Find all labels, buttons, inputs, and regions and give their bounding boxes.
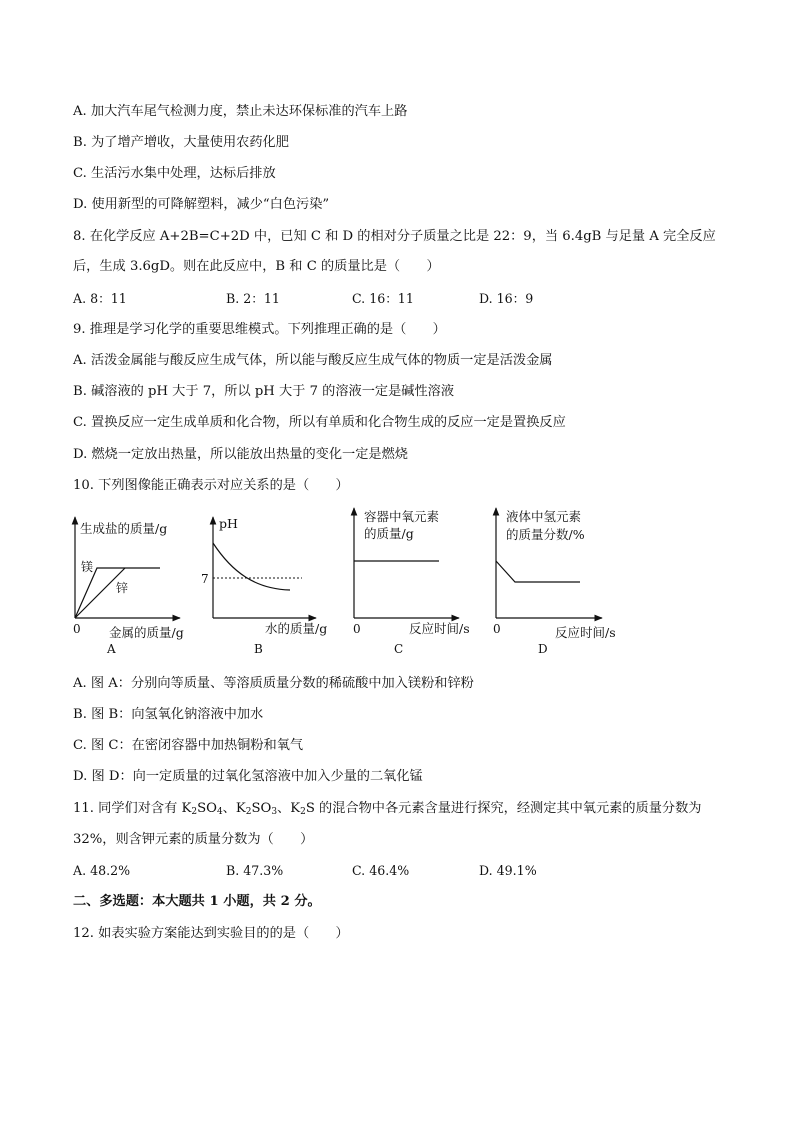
q9-stem: 9. 推理是学习化学的重要思维模式。下列推理正确的是（ ） [73, 322, 446, 337]
graph-b [201, 516, 327, 656]
q8-option-a: A. 8：11 [73, 291, 127, 306]
graph-c-caption: C [394, 642, 404, 656]
q11-stem-line1: 11. 同学们对含有 $K_2SO_4$、$K_2SO_3$、$K_2S$ 的混合物中各元素含量进行探究，经测定其中氧元素的质量分数为 [73, 801, 702, 817]
q10-option-d: D. 图 D：向一定质量的过氧化氢溶液中加入少量的二氧化锰 [73, 769, 423, 784]
graph-a-ylabel: 生成盐的质量/g [80, 521, 168, 536]
q9-option-a: A. 活泼金属能与酸反应生成气体，所以能与酸反应生成气体的物质一定是活泼金属 [73, 353, 553, 368]
graph-d-origin: 0 [493, 622, 501, 636]
q10-option-c: C. 图 C：在密闭容器中加热铜粉和氧气 [73, 738, 304, 753]
q8-option-d: D. 16：9 [479, 291, 534, 306]
graph-d-h-curve [496, 561, 580, 582]
q8-option-b: B. 2：11 [226, 291, 280, 306]
q10-stem: 10. 下列图像能正确表示对应关系的是（ ） [73, 478, 349, 493]
q9-option-d: D. 燃烧一定放出热量，所以能放出热量的变化一定是燃烧 [73, 447, 408, 462]
q7-option-d: D. 使用新型的可降解塑料，减少“白色污染” [73, 197, 330, 212]
q9-option-b: B. 碱溶液的 pH 大于 7，所以 pH 大于 7 的溶液一定是碱性溶液 [73, 384, 455, 399]
q8-option-c: C. 16：11 [352, 291, 414, 306]
graph-d-caption: D [538, 642, 548, 656]
graph-a-xlabel: 金属的质量/g [109, 625, 184, 640]
graph-d [493, 508, 616, 656]
graph-c-ylabel-1: 容器中氧元素 [364, 509, 440, 524]
q9-option-c: C. 置换反应一定生成单质和化合物，所以有单质和化合物生成的反应一定是置换反应 [73, 415, 566, 430]
graph-c [353, 508, 470, 656]
graph-d-ylabel-1: 液体中氢元素 [506, 509, 582, 524]
graph-a-origin: 0 [73, 622, 81, 636]
q11-option-a: A. 48.2% [73, 863, 131, 878]
q11-option-b: B. 47.3% [226, 863, 284, 878]
graph-b-caption: B [254, 642, 263, 656]
graph-a-label-zn: 锌 [116, 581, 129, 595]
section-heading: 二、多选题：本大题共 1 小题，共 2 分。 [73, 894, 321, 909]
graph-b-ylabel: pH [219, 516, 238, 531]
graph-c-origin: 0 [353, 622, 361, 636]
graph-a [73, 517, 184, 656]
graph-d-ylabel-2: 的质量分数/% [506, 527, 585, 542]
q10-graphs [0, 505, 794, 665]
q8-stem-line1: 8. 在化学反应 A+2B=C+2D 中，已知 C 和 D 的相对分子质量之比是 22：9，当 6.4gB 与足量 A 完全反应 [73, 229, 716, 244]
q10-option-a: A. 图 A：分别向等质量、等溶质质量分数的稀硫酸中加入镁粉和锌粉 [73, 676, 474, 691]
graph-c-ylabel-2: 的质量/g [364, 526, 414, 541]
q8-stem-line2: 后，生成 3.6gD。则在此反应中，B 和 C 的质量比是（ ） [73, 259, 440, 274]
graph-d-xlabel: 反应时间/s [555, 625, 616, 640]
graph-b-tick-7: 7 [201, 572, 209, 586]
graph-a-label-mg: 镁 [81, 560, 94, 574]
q11-option-c: C. 46.4% [352, 863, 410, 878]
q12-stem: 12. 如表实验方案能达到实验目的的是（ ） [73, 926, 349, 941]
q10-option-b: B. 图 B：向氢氧化钠溶液中加水 [73, 707, 264, 722]
graph-b-xlabel: 水的质量/g [265, 621, 328, 636]
q11-option-d: D. 49.1% [479, 863, 537, 878]
graph-c-xlabel: 反应时间/s [409, 621, 470, 636]
q7-option-a: A. 加大汽车尾气检测力度，禁止未达环保标准的汽车上路 [73, 104, 408, 119]
graph-b-ph-curve [213, 543, 290, 590]
q11-stem-line2: 32%，则含钾元素的质量分数为（ ） [73, 832, 314, 847]
q7-option-b: B. 为了增产增收，大量使用农药化肥 [73, 135, 289, 150]
graph-a-caption: A [107, 642, 116, 656]
q7-option-c: C. 生活污水集中处理，达标后排放 [73, 166, 276, 181]
